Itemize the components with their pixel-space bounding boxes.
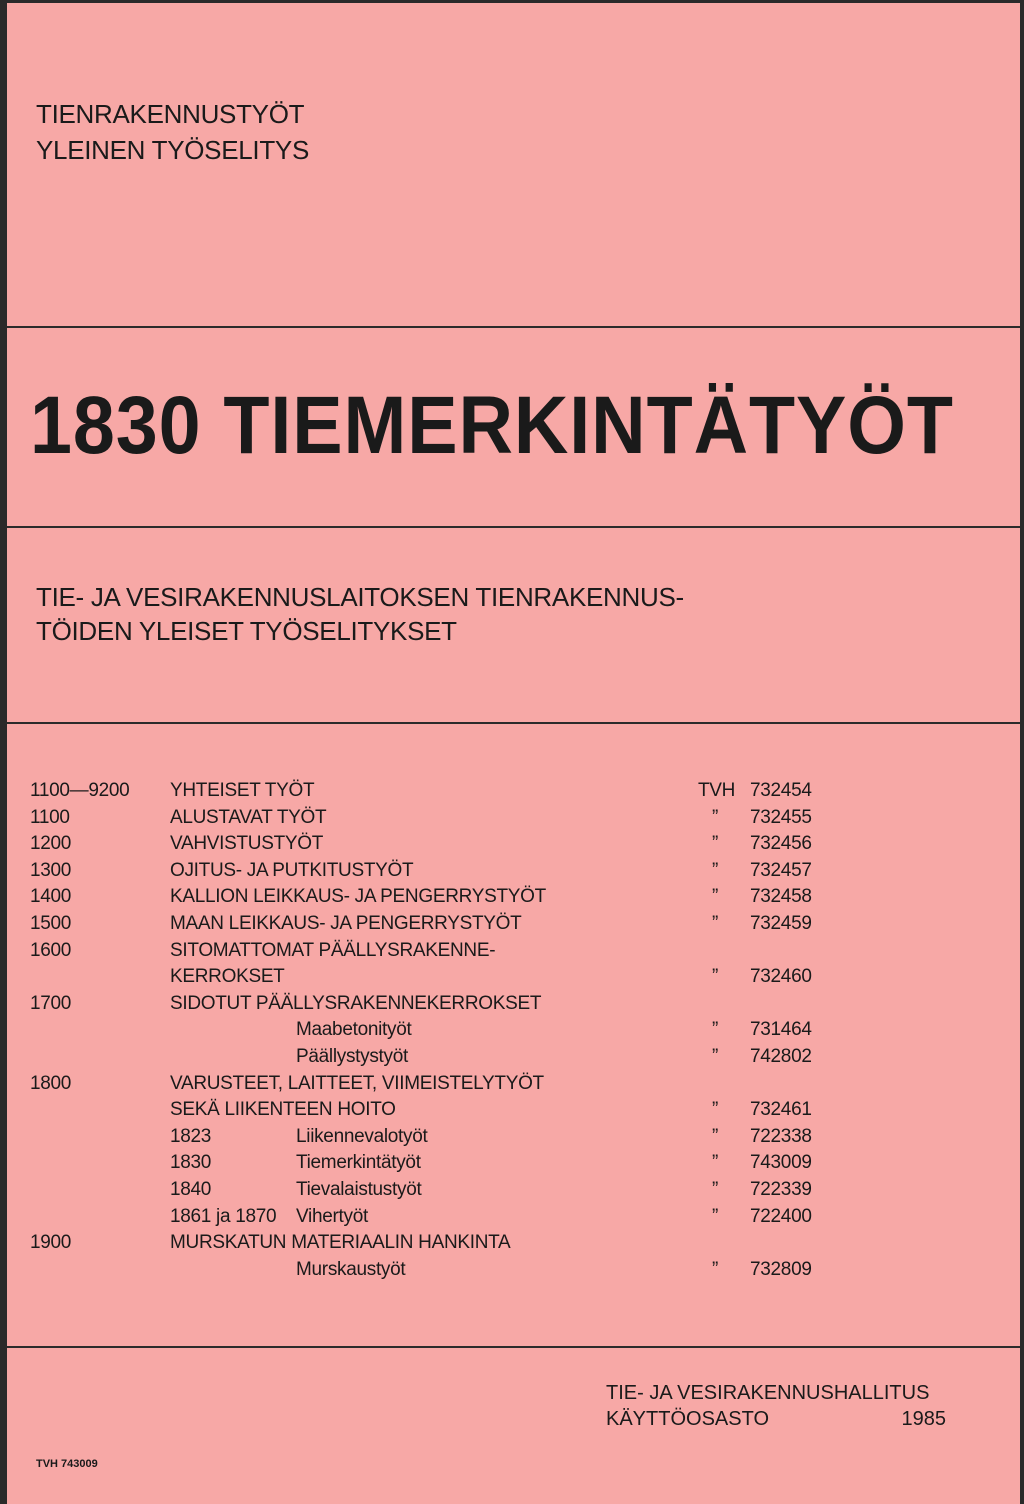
section-code: 1700: [30, 992, 72, 1014]
publisher-line-1: [606, 1380, 946, 1406]
section-title: VARUSTEET, LAITTEET, VIIMEISTELYTYÖT: [170, 1072, 544, 1094]
document-number: TVH 743009: [36, 1458, 98, 1470]
divider-rule: [7, 722, 1020, 724]
publication-number: 732454: [750, 780, 812, 801]
publisher-name: TIE- JA VESIRAKENNUSHALLITUS: [606, 1382, 930, 1404]
ditto-mark: ”: [712, 833, 719, 855]
ditto-mark: ”: [712, 913, 719, 934]
section-code: 1100: [30, 806, 70, 828]
contents-row: [30, 1259, 850, 1285]
ditto-mark: ”: [712, 1152, 719, 1174]
header-line-2: YLEINEN TYÖSELITYS: [36, 135, 309, 165]
contents-row: [30, 1019, 850, 1045]
subsection-code: 1861 ja 1870: [170, 1205, 277, 1227]
section-code: 1500: [30, 913, 72, 934]
ditto-mark: ”: [712, 1019, 719, 1041]
section-title: OJITUS- JA PUTKITUSTYÖT: [170, 859, 414, 881]
publication-number: 732809: [750, 1258, 812, 1280]
page-title: 1830 TIEMERKINTÄTYÖT: [30, 380, 954, 471]
ditto-mark: ”: [712, 859, 719, 881]
ditto-mark: ”: [712, 1258, 719, 1280]
top-edge: [0, 0, 1024, 3]
right-edge: [1020, 0, 1024, 1504]
contents-row: [30, 1232, 850, 1258]
section-code: 1600: [30, 939, 72, 961]
subtitle-block: [36, 580, 684, 648]
contents-row: [30, 1206, 850, 1232]
header-block: [36, 96, 309, 168]
subsection-title: Vihertyöt: [296, 1205, 368, 1227]
publication-number: 742802: [750, 1046, 812, 1067]
section-code: 1200: [30, 833, 72, 855]
contents-row: [30, 833, 850, 859]
publication-number: 732455: [750, 806, 812, 828]
contents-row: [30, 1152, 850, 1178]
publication-number: 732456: [750, 833, 812, 855]
section-title: SEKÄ LIIKENTEEN HOITO: [170, 1099, 396, 1121]
publication-number: 732458: [750, 886, 812, 908]
publication-number: 731464: [750, 1019, 812, 1041]
subsection-code: 1823: [170, 1125, 212, 1147]
subsection-title: Maabetonityöt: [296, 1019, 412, 1041]
publication-number: 722338: [750, 1125, 812, 1147]
section-title: VAHVISTUSTYÖT: [170, 833, 324, 855]
section-title: SIDOTUT PÄÄLLYSRAKENNEKERROKSET: [170, 992, 542, 1014]
publisher-abbrev: TVH: [698, 780, 736, 801]
subsection-title: Tievalaistustyöt: [296, 1179, 422, 1200]
publication-number: 732459: [750, 913, 812, 934]
contents-row: [30, 966, 850, 992]
contents-row: [30, 860, 850, 886]
section-code: 1800: [30, 1072, 72, 1094]
divider-rule: [7, 526, 1020, 528]
section-title: YHTEISET TYÖT: [170, 780, 315, 801]
contents-row: [30, 886, 850, 912]
contents-row: [30, 1126, 850, 1152]
publication-number: 743009: [750, 1152, 812, 1174]
ditto-mark: ”: [712, 1205, 719, 1227]
contents-row: [30, 993, 850, 1019]
section-code: 1300: [30, 859, 72, 881]
subsection-title: Murskaustyöt: [296, 1258, 406, 1280]
subtitle-line-1: TIE- JA VESIRAKENNUSLAITOKSEN TIENRAKENNUS-: [36, 582, 684, 612]
contents-row: [30, 780, 850, 806]
divider-rule: [7, 326, 1020, 328]
publisher-department: KÄYTTÖOSASTO: [606, 1408, 769, 1430]
contents-row: [30, 1099, 850, 1125]
ditto-mark: ”: [712, 1125, 719, 1147]
header-line-1: TIENRAKENNUSTYÖT: [36, 99, 305, 129]
ditto-mark: ”: [712, 806, 719, 828]
subsection-title: Liikennevalotyöt: [296, 1125, 428, 1147]
publication-number: 732461: [750, 1099, 812, 1121]
section-title: KALLION LEIKKAUS- JA PENGERRYSTYÖT: [170, 886, 546, 908]
subtitle-line-2: TÖIDEN YLEISET TYÖSELITYKSET: [36, 616, 457, 646]
contents-row: [30, 1179, 850, 1205]
ditto-mark: ”: [712, 886, 719, 908]
publication-number: 722400: [750, 1205, 812, 1227]
section-code: 1900: [30, 1232, 72, 1254]
section-title: SITOMATTOMAT PÄÄLLYSRAKENNE-: [170, 939, 496, 961]
section-title: KERROKSET: [170, 966, 285, 988]
publication-number: 732460: [750, 966, 812, 988]
publisher-block: [606, 1380, 946, 1432]
section-title: MURSKATUN MATERIAALIN HANKINTA: [170, 1232, 511, 1254]
ditto-mark: ”: [712, 1046, 719, 1067]
subsection-code: 1830: [170, 1152, 212, 1174]
publication-year: 1985: [901, 1408, 946, 1430]
divider-rule: [7, 1346, 1020, 1348]
subsection-title: Päällystystyöt: [296, 1046, 408, 1067]
contents-row: [30, 1046, 850, 1072]
section-title: MAAN LEIKKAUS- JA PENGERRYSTYÖT: [170, 913, 522, 934]
subsection-title: Tiemerkintätyöt: [296, 1152, 421, 1174]
ditto-mark: ”: [712, 1099, 719, 1121]
publication-number: 732457: [750, 859, 812, 881]
contents-row: [30, 1073, 850, 1099]
subsection-code: 1840: [170, 1179, 212, 1200]
publisher-line-2: [606, 1406, 946, 1432]
section-code: 1100—9200: [30, 780, 130, 801]
contents-row: [30, 807, 850, 833]
section-title: ALUSTAVAT TYÖT: [170, 806, 327, 828]
ditto-mark: ”: [712, 966, 719, 988]
publication-number: 722339: [750, 1179, 812, 1200]
contents-row: [30, 913, 850, 939]
section-code: 1400: [30, 886, 72, 908]
ditto-mark: ”: [712, 1179, 719, 1200]
left-edge: [0, 0, 7, 1504]
contents-row: [30, 940, 850, 966]
